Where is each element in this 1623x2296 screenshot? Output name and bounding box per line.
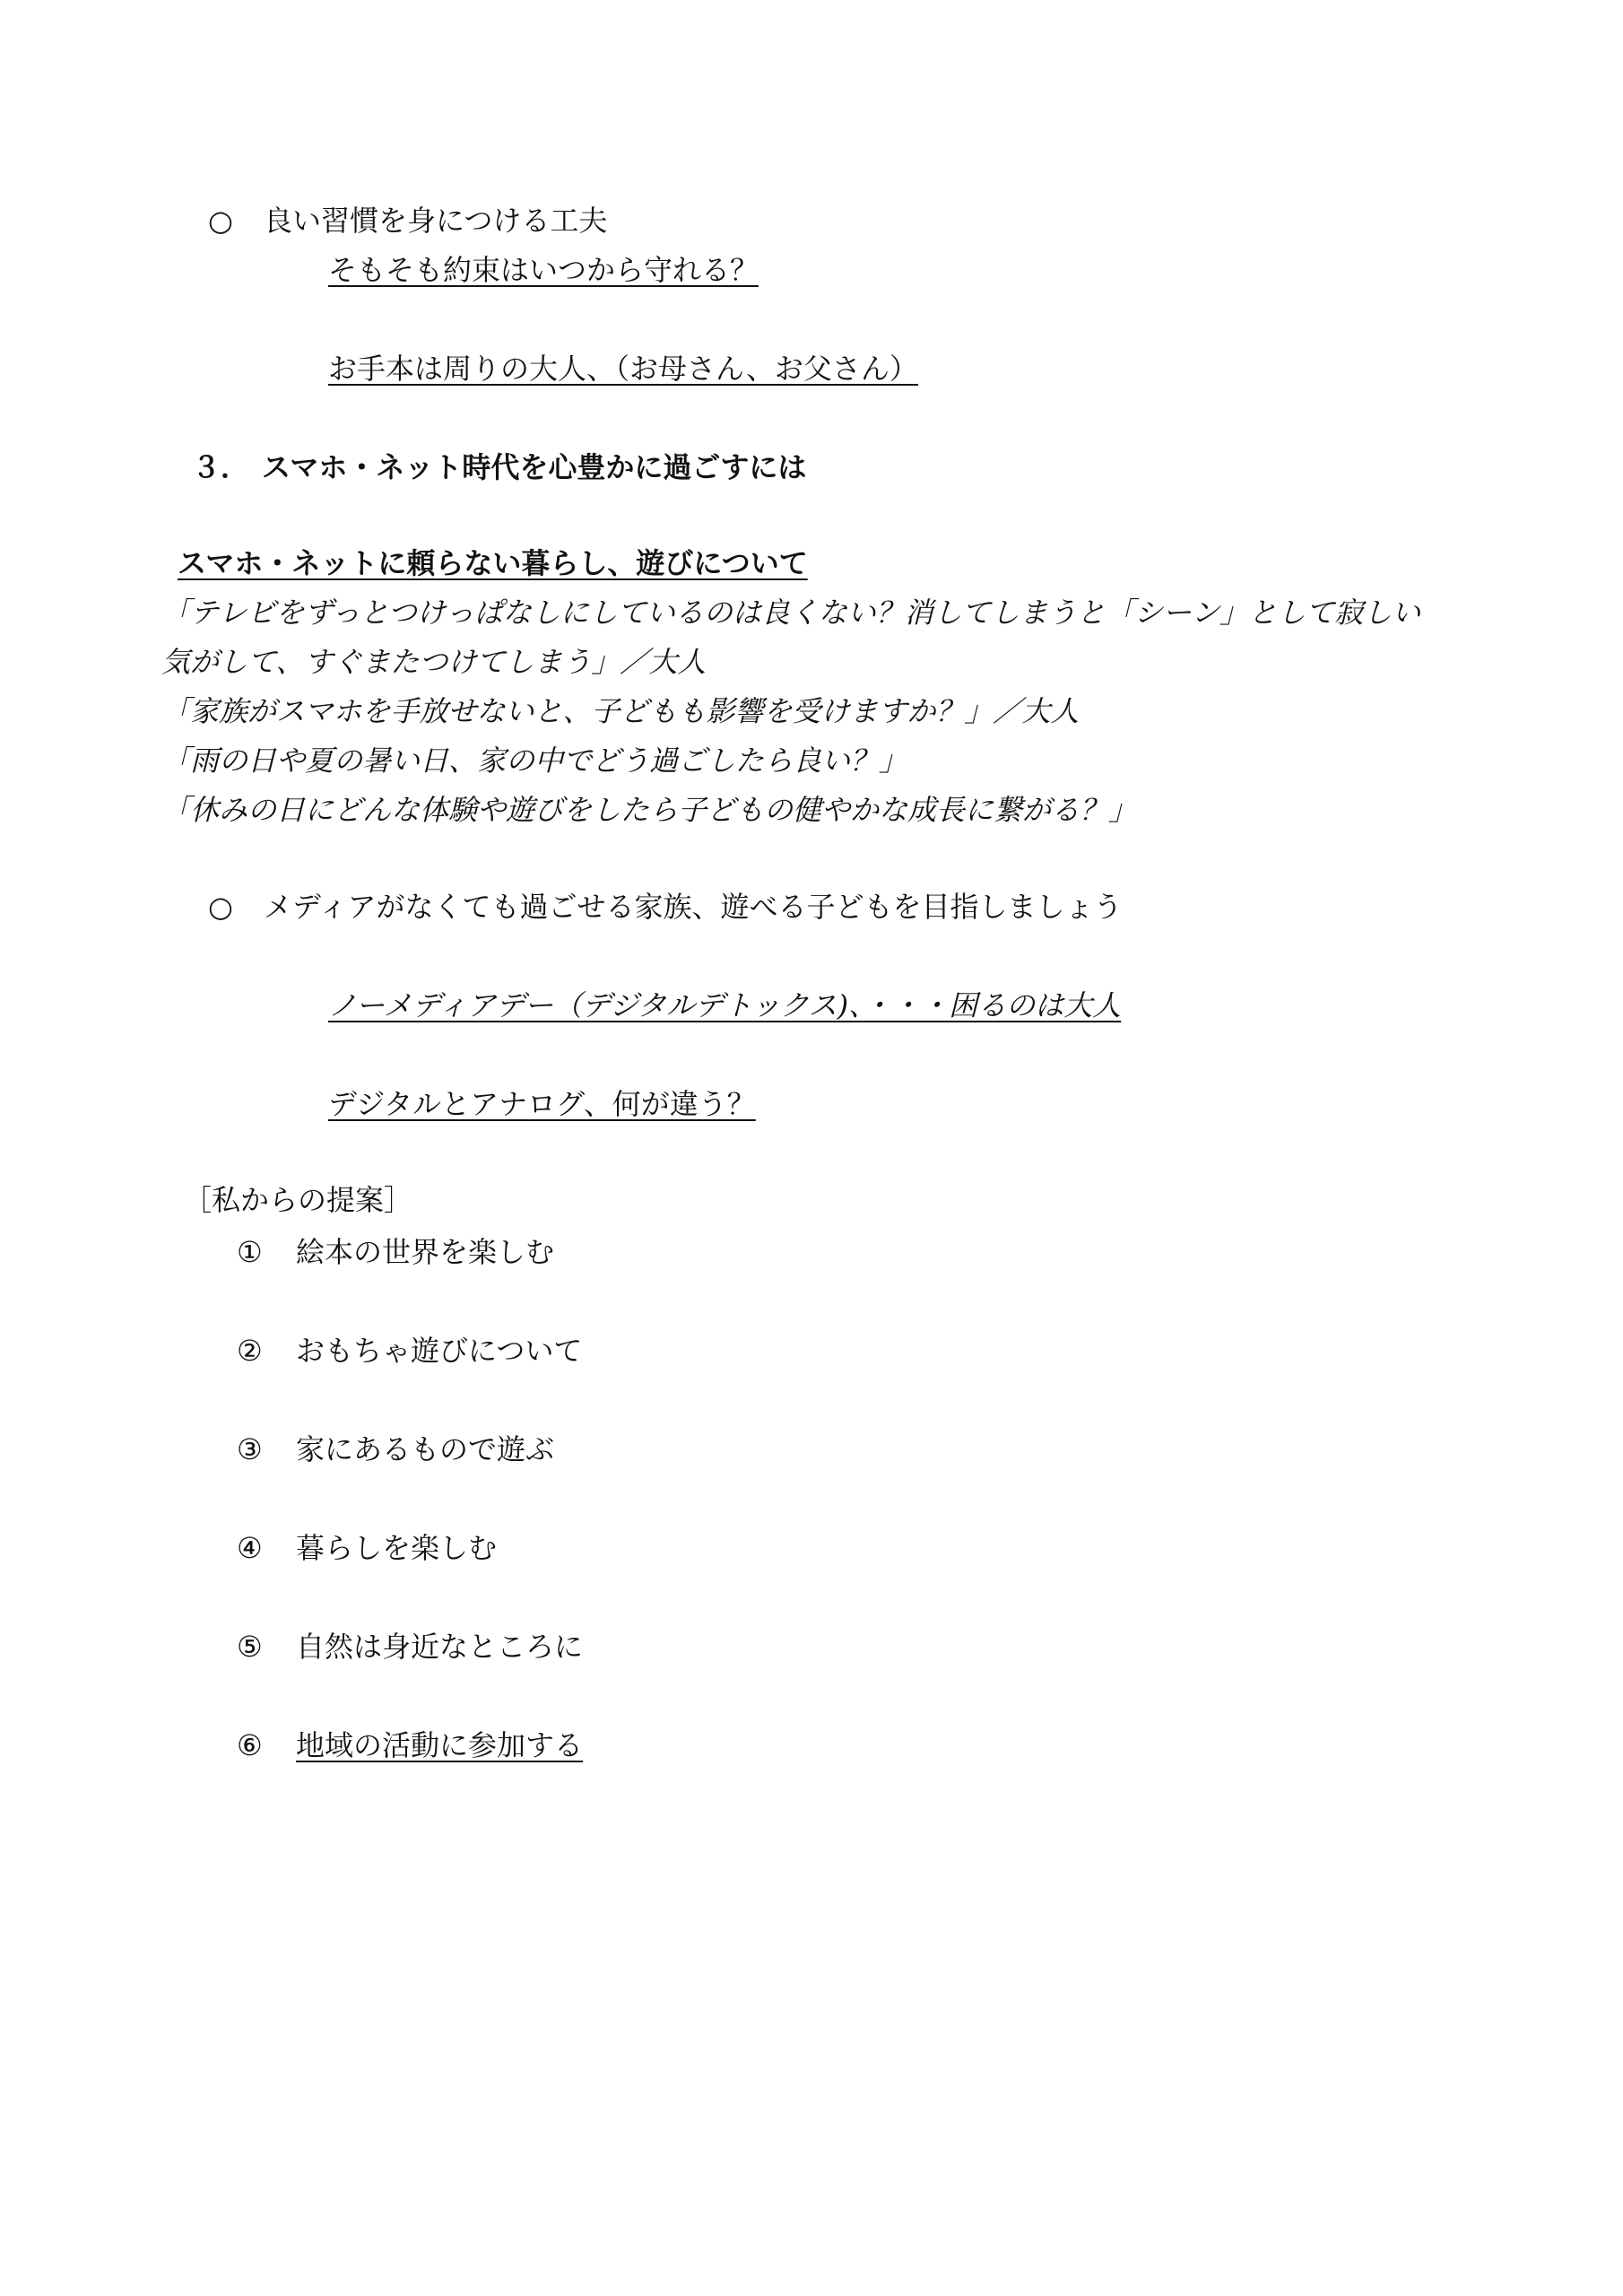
quote-line-1: 「テレビをずっとつけっぱなしにしているのは良くない？消してしまうと「シーン」として寂しい	[161, 596, 1421, 630]
proposal-number: ④	[237, 1531, 263, 1565]
section-3-subheading: スマホ・ネットに頼らない暮らし、遊びについて	[178, 546, 808, 580]
quote-line-5: 「休みの日にどんな体験や遊びをしたら子どもの健やかな成長に繋がる？」	[161, 793, 1138, 827]
quote-line-3: 「家族がスマホを手放せないと、子どもも影響を受けますか？」／大人	[161, 694, 1080, 728]
proposal-number: ①	[237, 1235, 263, 1269]
habits-heading-text: 良い習慣を身につける工夫	[264, 204, 608, 238]
proposal-item	[237, 1531, 498, 1565]
media-line-2: デジタルとアナログ、何が違う？	[328, 1087, 756, 1121]
proposal-item	[237, 1334, 583, 1368]
proposal-item	[237, 1728, 584, 1762]
proposal-text: 暮らしを楽しむ	[296, 1531, 498, 1565]
media-heading-text: メディアがなくても過ごせる家族、遊べる子どもを目指しましょう	[264, 890, 1123, 924]
proposal-number: ⑤	[237, 1630, 263, 1664]
proposal-text: 絵本の世界を楽しむ	[296, 1235, 555, 1269]
habits-line-2: お手本は周りの大人、（お母さん、お父さん）	[328, 352, 918, 386]
proposal-number: ③	[237, 1432, 263, 1466]
proposal-text: 自然は身近なところに	[296, 1630, 584, 1664]
section-3-heading	[192, 450, 807, 484]
circle-bullet-icon: ○	[208, 204, 233, 238]
proposal-text: おもちゃ遊びについて	[296, 1334, 583, 1368]
quote-line-2: 気がして、すぐまたつけてしまう」／大人	[161, 645, 707, 679]
proposal-item	[237, 1235, 555, 1269]
circle-bullet-icon: ○	[208, 890, 233, 924]
habits-line-1: そもそも約束はいつから守れる？	[328, 253, 759, 287]
proposal-text: 地域の活動に参加する	[296, 1728, 584, 1762]
proposals-heading: ［私からの提案］	[183, 1183, 413, 1217]
proposal-text: 家にあるもので遊ぶ	[296, 1432, 555, 1466]
quote-line-4: 「雨の日や夏の暑い日、家の中でどう過ごしたら良い？」	[161, 744, 908, 778]
section-number: ３．	[192, 450, 250, 484]
proposal-number: ②	[237, 1334, 263, 1368]
proposal-item	[237, 1432, 555, 1466]
media-line-1: ノーメディアデー（デジタルデトックス)、・・・困るのは大人	[328, 988, 1122, 1022]
media-heading	[208, 890, 1123, 924]
habits-heading	[208, 204, 608, 238]
section-title: スマホ・ネット時代を心豊かに過ごすには	[262, 450, 807, 484]
proposal-item	[237, 1630, 584, 1664]
proposal-number: ⑥	[237, 1728, 263, 1762]
